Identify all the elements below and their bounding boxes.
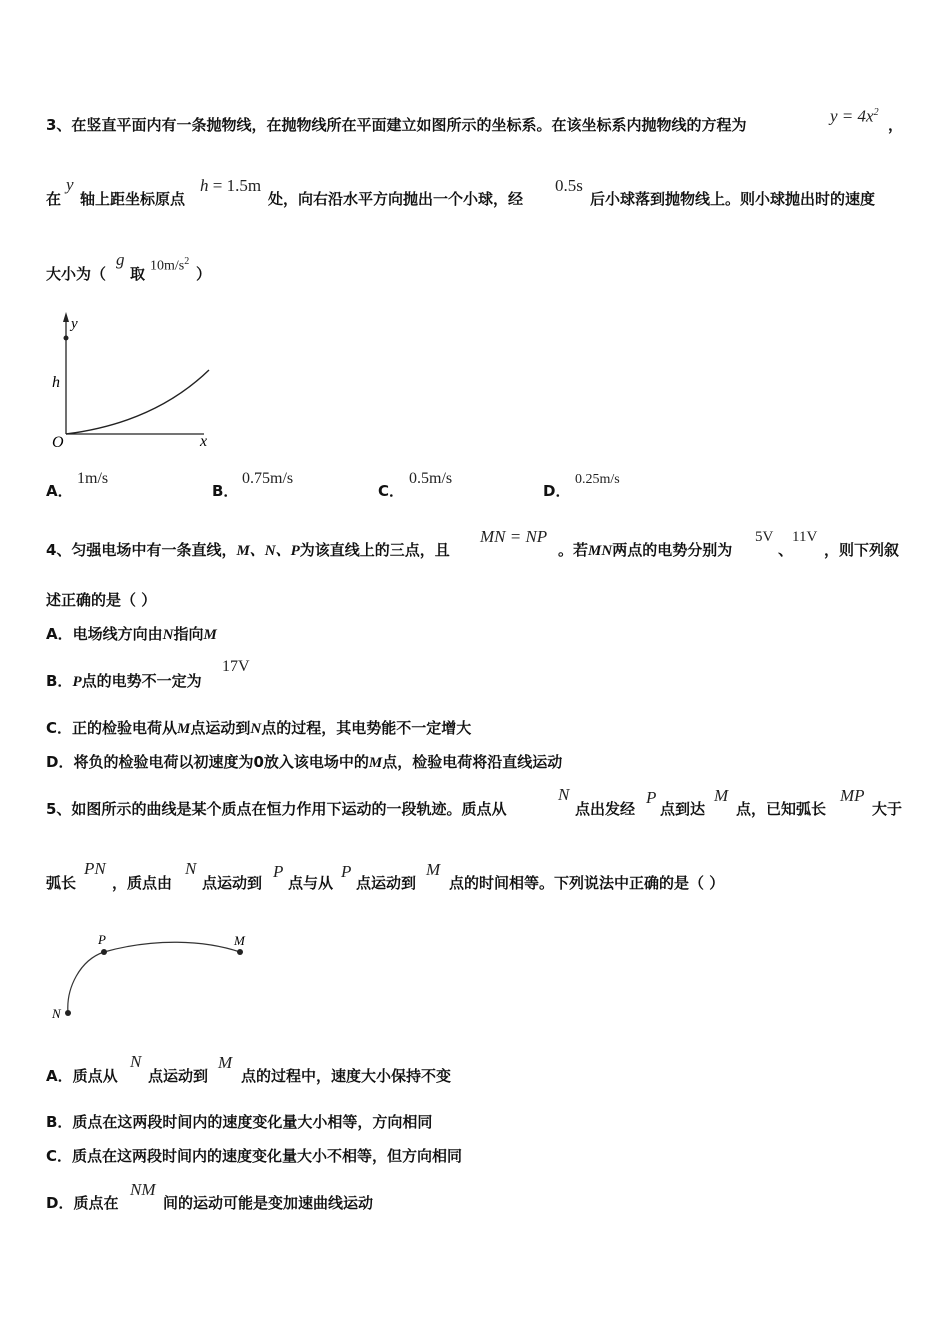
q3-equation (830, 104, 879, 126)
q4-line1-mnp: M、N、P (236, 543, 300, 559)
q5-line2-d: 点与从 (288, 874, 334, 892)
q5-math-mp: MP (840, 786, 865, 805)
q3-math-time: 0.5s (555, 176, 583, 195)
q4-line2: 述正确的是（ ） (46, 591, 157, 609)
q4-option-a-text: A．电场线方向由 (46, 625, 163, 643)
q3-equation-main: y = 4x (830, 106, 874, 126)
q5-option-c: C．质点在这两段时间内的速度变化量大小不相等，但方向相同 (46, 1147, 463, 1165)
q5-option-b: B．质点在这两段时间内的速度变化量大小相等，方向相同 (46, 1113, 433, 1131)
q4-line1 (46, 541, 450, 560)
q5-line2-c: 点运动到 (202, 874, 263, 892)
q3-option-d-value: 0.25m/s (575, 472, 620, 487)
q4-option-d-m: M (368, 755, 383, 771)
q5-math-n2: N (185, 859, 197, 878)
q4-option-d-text3: 点，检验电荷将沿直线运动 (382, 753, 563, 771)
q4-option-b-value: 17V (222, 658, 250, 675)
q3-option-a-value: 1m/s (77, 470, 109, 487)
q3-option-b-label: B． (212, 482, 239, 500)
q3-fig-label-h: h (52, 374, 60, 391)
q4-option-b-text: 点的电势不一定为 (81, 672, 202, 690)
q3-line1-end: ， (888, 116, 904, 134)
q3-option-c-label: C． (378, 482, 405, 500)
q3-math-y: y (66, 175, 74, 194)
q3-math-gval (150, 253, 189, 276)
q4-option-a-m: M (203, 627, 217, 643)
q3-option-b-value: 0.75m/s (242, 470, 294, 487)
q3-fig-label-y: y (71, 316, 78, 332)
q5-trajectory-figure (44, 928, 264, 1028)
q4-option-a-text2: 指向 (173, 625, 204, 643)
q5-line2-b: ，质点由 (112, 874, 173, 892)
q4-option-c-text3: 点的过程，其电势能不一定增大 (261, 719, 472, 737)
q5-fig-label-p: P (98, 932, 106, 947)
q3-line3-start: 大小为（ (46, 265, 107, 283)
q3-line3-end: ） (196, 265, 212, 283)
q3-line2-start: 在 (46, 190, 62, 208)
q5-line1-c: 点到达 (660, 800, 706, 818)
q5-math-m2: M (426, 860, 441, 879)
q3-fig-label-o: O (52, 434, 64, 451)
q4-option-b (46, 672, 202, 691)
q4-option-c-m: M (177, 721, 191, 737)
q5-line1-d: 点，已知弧长 (736, 800, 827, 818)
q5-option-a-m: M (218, 1053, 233, 1072)
q4-option-d-zero: 0 (253, 753, 264, 771)
q3-option-c-value: 0.5m/s (409, 470, 453, 487)
q4-line1-c-text: 。若 (558, 541, 589, 559)
q5-option-a-mid: 点运动到 (148, 1067, 209, 1085)
q3-option-d-label: D． (543, 482, 571, 500)
q4-option-c-text: C．正的检验电荷从 (46, 719, 178, 737)
q5-option-a-n: N (130, 1052, 142, 1071)
q3-equation-sup: 2 (873, 107, 879, 118)
q4-line1-c (558, 541, 732, 560)
q4-option-b-label: B． (46, 672, 73, 690)
q4-option-c-n: N (250, 721, 262, 737)
q5-fig-curve (68, 942, 240, 1013)
q4-option-a (46, 625, 217, 644)
q5-fig-point-p (101, 949, 107, 955)
q5-line2-e: 点运动到 (356, 874, 417, 892)
q4-math-v2: 11V (792, 529, 818, 545)
q5-math-p2: P (273, 862, 284, 881)
q4-option-d-text2: 放入该电场中的 (263, 753, 369, 771)
q5-line1-e: 大于 (872, 800, 903, 818)
q4-math-eq: MN = NP (480, 527, 548, 546)
q3-math-h: h = 1.5m (200, 176, 262, 195)
q5-math-m1: M (714, 786, 729, 805)
q5-math-p3: P (341, 862, 352, 881)
q4-option-c-text2: 点运动到 (190, 719, 251, 737)
q3-line1-text: 3、在竖直平面内有一条抛物线，在抛物线所在平面建立如图所示的坐标系。在该坐标系内抛物线的方程为 (46, 116, 747, 134)
q5-option-d-start: D．质点在 (46, 1194, 119, 1212)
q5-option-d-end: 间的运动可能是变加速曲线运动 (163, 1194, 374, 1212)
q4-line1-mn: MN (588, 543, 613, 559)
q4-option-b-p: P (72, 674, 82, 690)
q3-fig-h-point (64, 336, 69, 341)
q5-fig-label-n: N (52, 1006, 61, 1021)
q5-option-a-end: 点的过程中，速度大小保持不变 (241, 1067, 452, 1085)
q4-option-c (46, 719, 471, 738)
q5-line2-f: 点的时间相等。下列说法中正确的是（ ） (449, 874, 725, 892)
q3-option-a-label: A． (46, 482, 73, 500)
q4-option-d (46, 753, 562, 772)
q3-fig-parabola (66, 370, 209, 434)
q5-option-a-start: A．质点从 (46, 1067, 118, 1085)
q3-math-gval-main: 10m/s (150, 258, 185, 274)
q5-math-pn: PN (84, 859, 106, 878)
q3-fig-label-x: x (200, 433, 208, 450)
q4-line1-e: ，则下列叙 (824, 541, 900, 559)
q3-line2-text2: 处，向右沿水平方向抛出一个小球，经 (268, 190, 524, 208)
q5-fig-point-n (65, 1010, 71, 1016)
q5-math-p1: P (646, 788, 657, 807)
q5-fig-point-m (237, 949, 243, 955)
q4-line1-d: 两点的电势分别为 (612, 541, 733, 559)
q4-option-a-n: N (162, 627, 174, 643)
q3-line3-text: 取 (130, 265, 146, 283)
q3-line2-text: 轴上距坐标原点 (80, 190, 186, 208)
q4-line1-a: 4、匀强电场中有一条直线， (46, 541, 237, 559)
q5-line1-b: 点出发经 (575, 800, 636, 818)
q4-line1-sep: 、 (778, 541, 794, 559)
q3-parabola-figure (44, 308, 224, 454)
q3-math-g: g (116, 250, 125, 269)
q4-math-v1: 5V (755, 529, 774, 545)
q3-math-gval-sup: 2 (184, 256, 190, 267)
q5-option-d-nm: NM (130, 1180, 156, 1199)
q5-fig-label-m: M (234, 933, 245, 948)
q5-math-n1: N (558, 785, 570, 804)
q5-line2-a: 弧长 (46, 874, 77, 892)
q3-math-h-val: = 1.5m (212, 176, 262, 195)
q4-line1-b: 为该直线上的三点，且 (299, 541, 450, 559)
q4-option-d-text: D．将负的检验电荷以初速度为 (46, 753, 254, 771)
q3-line2-text3: 后小球落到抛物线上。则小球抛出时的速度 (590, 190, 876, 208)
q5-line1-a: 5、如图所示的曲线是某个质点在恒力作用下运动的一段轨迹。质点从 (46, 800, 507, 818)
q3-fig-y-arrow (63, 312, 69, 322)
